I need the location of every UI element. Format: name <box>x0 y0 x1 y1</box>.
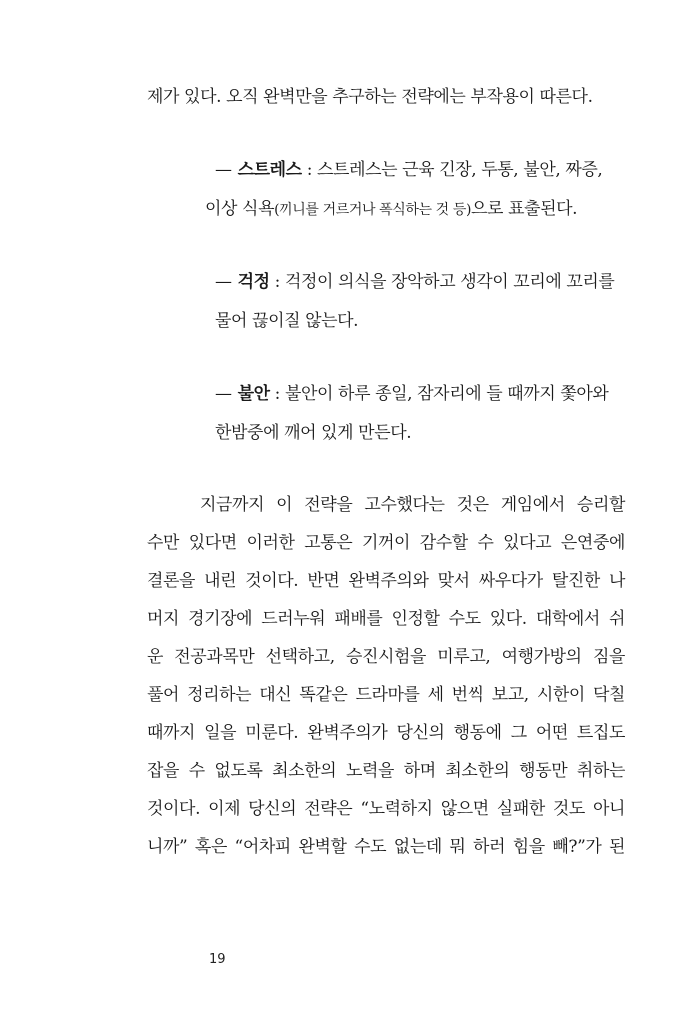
body-line: 것이다. 이제 당신의 전략은 “노력하지 않으면 실패한 것도 아니 <box>147 799 625 819</box>
list-item-stress-line1 <box>215 159 602 181</box>
item-description: : 스트레스는 근육 긴장, 두통, 불안, 짜증, <box>301 160 603 180</box>
body-line: 머지 경기장에 드러누워 패배를 인정할 수도 있다. 대학에서 쉬 <box>147 609 625 629</box>
list-item-anxiety-line1 <box>215 383 608 405</box>
body-line: 결론을 내린 것이다. 반면 완벽주의와 맞서 싸우다가 탈진한 나 <box>147 571 625 591</box>
body-line: 수만 있다면 이러한 고통은 기꺼이 감수할 수 있다고 은연중에 <box>147 533 625 553</box>
page-number: 19 <box>209 952 226 967</box>
em-dash: — <box>215 272 232 292</box>
item-description: 이상 식욕 <box>205 199 275 219</box>
item-description: 물어 끊이질 않는다. <box>215 311 359 331</box>
body-line: 운 전공과목만 선택하고, 승진시험을 미루고, 여행가방의 짐을 <box>147 647 625 667</box>
list-item-anxiety-line2 <box>215 422 411 444</box>
list-item-stress-line2 <box>205 198 577 221</box>
item-description: 으로 표출된다. <box>471 199 578 219</box>
term-worry: 걱정 <box>237 272 270 292</box>
body-line: 지금까지 이 전략을 고수했다는 것은 게임에서 승리할 <box>200 495 625 515</box>
em-dash: — <box>215 160 232 180</box>
em-dash: — <box>215 384 232 404</box>
item-description: : 걱정이 의식을 장악하고 생각이 꼬리에 꼬리를 <box>269 272 615 292</box>
intro-paragraph: 제가 있다. 오직 완벽만을 추구하는 전략에는 부작용이 따른다. <box>147 87 593 107</box>
term-anxiety: 불안 <box>237 384 270 404</box>
term-stress: 스트레스 <box>237 160 302 180</box>
body-line: 니까” 혹은 “어차피 완벽할 수도 없는데 뭐 하러 힘을 빼?”가 된 <box>147 837 625 857</box>
item-parenthetical: (끼니를 거르거나 폭식하는 것 등) <box>274 202 472 218</box>
item-description: : 불안이 하루 종일, 잠자리에 들 때까지 쫓아와 <box>269 384 609 404</box>
list-item-worry-line1 <box>215 271 614 293</box>
body-line: 풀어 정리하는 대신 똑같은 드라마를 세 번씩 보고, 시한이 닥칠 <box>147 685 625 705</box>
list-item-worry-line2 <box>215 310 358 332</box>
item-description: 한밤중에 깨어 있게 만든다. <box>215 423 412 443</box>
body-line: 잡을 수 없도록 최소한의 노력을 하며 최소한의 행동만 취하는 <box>147 761 625 781</box>
body-line: 때까지 일을 미룬다. 완벽주의가 당신의 행동에 그 어떤 트집도 <box>147 723 625 743</box>
